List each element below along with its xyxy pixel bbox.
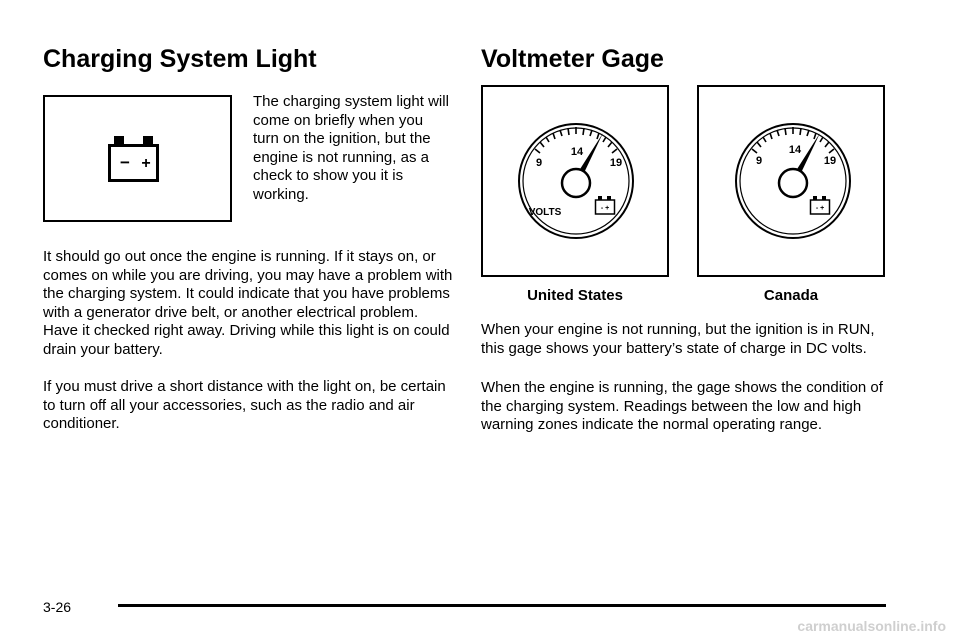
voltmeter-gauge-canada [699,87,883,275]
voltmeter-canada-illustration [697,85,885,277]
gauge-canada-low-mark: 9 [755,155,763,167]
footer-rule [118,604,886,607]
charging-light-intro: The charging system light will come on briefly when you turn on the ignition, but the engine is not running, as a check to show you it is working. [253,93,449,203]
voltmeter-gage-heading: Voltmeter Gage [481,45,664,73]
gauge-us-caption: United States [527,287,623,304]
gauge-us-high-mark: 19 [609,157,623,169]
voltmeter-paragraph-1: When your engine is not running, but the ignition is in RUN, this gage shows your battery’s state of charge in DC volts. [481,321,875,357]
voltmeter-paragraph-2: When the engine is running, the gage shows the condition of the charging system. Readings between the low and high warning zones indicate the normal operating range. [481,379,883,433]
battery-icon [596,196,615,214]
voltmeter-gauge-us [483,87,667,275]
gauge-canada-caption: Canada [763,287,819,304]
gauge-us-volts-label: VOLTS [528,207,562,218]
battery-minus-symbol: − [120,153,130,172]
page-number: 3-26 [43,599,72,615]
gauge-canada-mid-mark: 14 [788,144,802,156]
gauge-us-low-mark: 9 [535,157,543,169]
svg-text:- +: - + [600,205,610,212]
gauge-canada-high-mark: 19 [823,155,837,167]
charging-light-paragraph-1: It should go out once the engine is running. If it stays on, or comes on while you are driving, you may have a problem with the charging system. It could indicate that you have problems with a generator drive belt, or another electrical problem. Have it checked right away. Driving while this light is on could drain your battery. [43,248,453,358]
battery-icon [811,196,830,214]
charging-system-light-heading: Charging System Light [43,45,317,73]
battery-icon [45,97,230,220]
gauge-us-mid-mark: 14 [570,146,584,158]
voltmeter-us-illustration [481,85,669,277]
battery-plus-symbol: + [141,155,151,172]
charging-light-paragraph-2: If you must drive a short distance with the light on, be certain to turn off all your accessories, such as the radio and air conditioner. [43,378,446,432]
svg-text:- +: - + [815,205,825,212]
watermark: carmanualsonline.info [797,618,946,634]
charging-light-illustration [43,95,232,222]
